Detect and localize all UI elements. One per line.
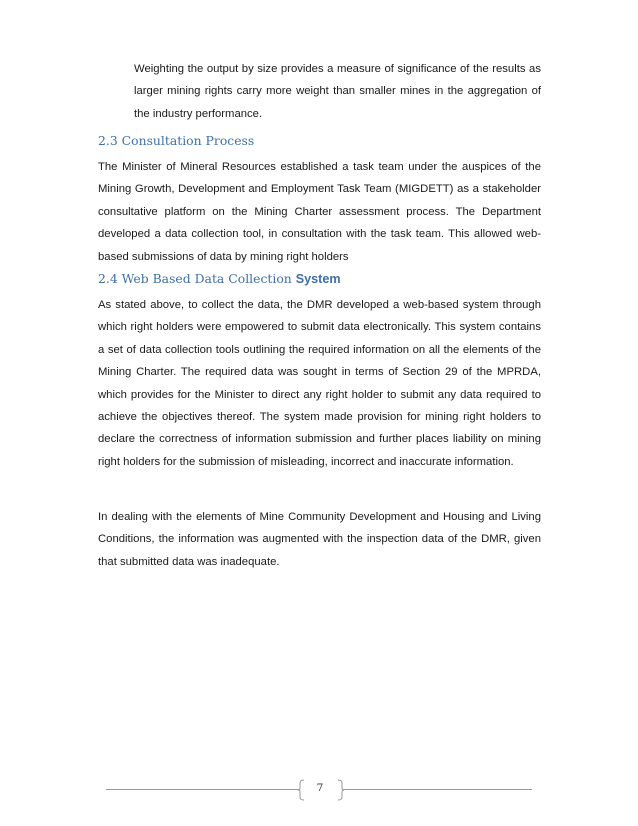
community-paragraph: In dealing with the elements of Mine Community Development and Housing and Living Conditions, the information was augmented with the inspection data of the DMR, given that submitted data was inadequate.	[98, 511, 541, 568]
footer-rule-left	[106, 789, 300, 790]
heading-accent-text: System	[295, 272, 341, 286]
left-brace-icon	[297, 779, 305, 801]
consultation-paragraph: The Minister of Mineral Resources established a task team under the auspices of the Mining Growth, Development and Employment Task Team (MIGDETT) as a stakeholder consultative platform on the Mining Charter assessment process. The Department developed a data collection tool, in consultation with the task team. This allowed web-based submissions of data by mining right holders	[98, 161, 541, 263]
intro-paragraph: Weighting the output by size provides a measure of significance of the results as larger mining rights carry more weight than smaller mines in the aggregation of the industry performance.	[134, 63, 541, 120]
section-heading-web-data-collection	[98, 271, 341, 286]
page-number: 7	[316, 782, 324, 794]
heading-main-text: 2.4 Web Based Data Collection	[98, 271, 296, 286]
section-heading-consultation: 2.3 Consultation Process	[98, 133, 255, 148]
right-brace-icon	[337, 779, 345, 801]
footer-rule-right	[342, 789, 532, 790]
web-collection-paragraph: As stated above, to collect the data, the DMR developed a web-based system through which right holders were empowered to submit data electronically. This system contains a set of data collection tools outlining the required information on all the elements of the Mining Charter. The required data was sought in terms of Section 29 of the MPRDA, which provides for the Minister to direct any right holder to submit any data required to achieve the objectives thereof. The system made provision for mining right holders to declare the correctness of information submission and further places liability on mining right holders for the submission of misleading, incorrect and inaccurate information.	[98, 299, 541, 468]
